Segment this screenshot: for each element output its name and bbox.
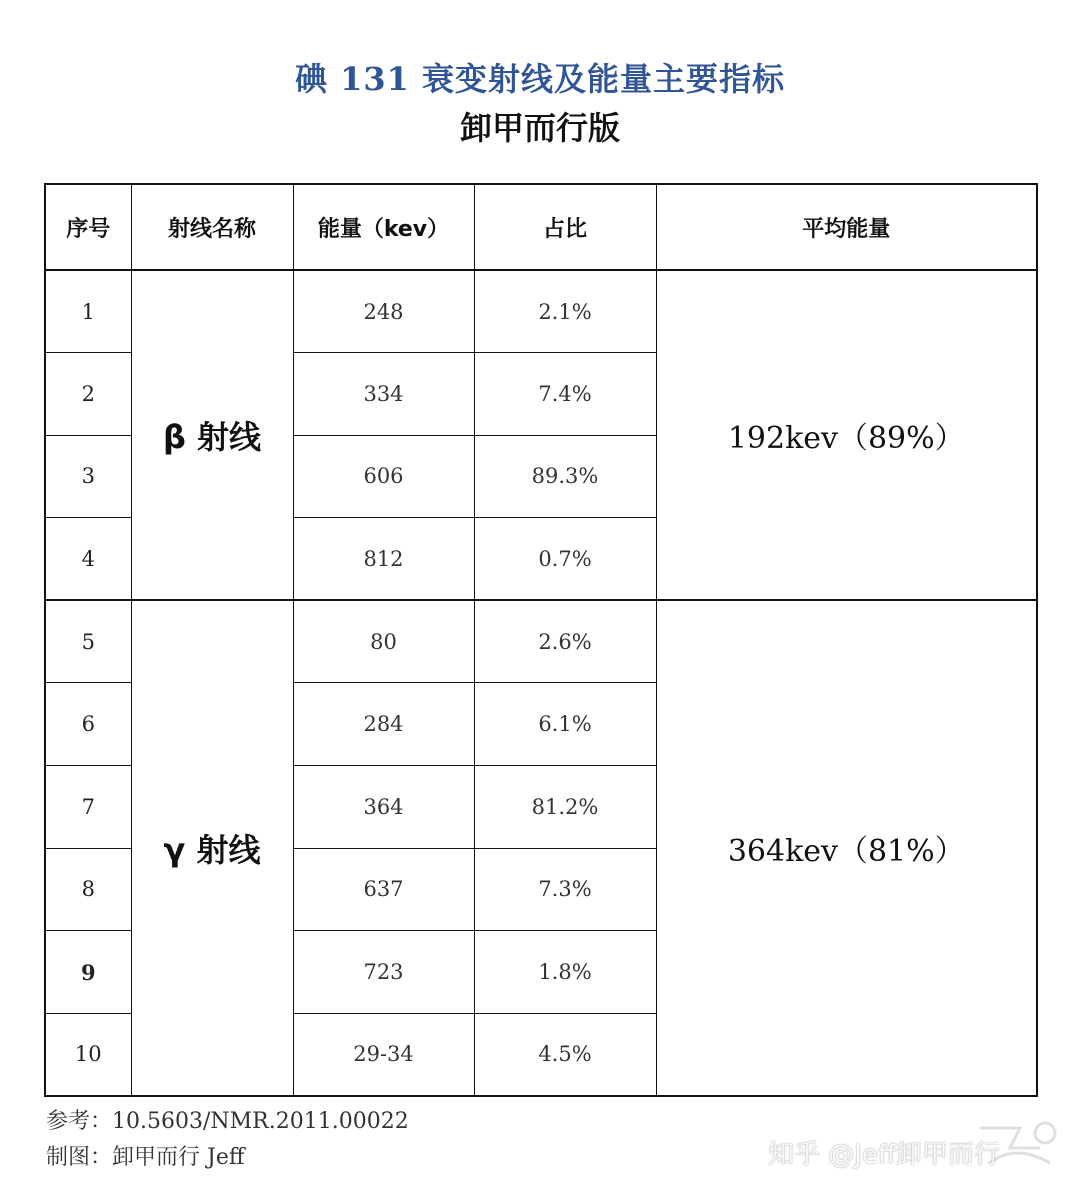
average-energy-gamma: 364kev（81%） <box>656 600 1037 1096</box>
row-index: 7 <box>45 766 131 849</box>
table-header-row <box>45 184 1037 270</box>
row-ratio: 81.2% <box>474 766 656 849</box>
row-index: 10 <box>45 1013 131 1096</box>
reference-note: 参考：10.5603/NMR.2011.00022 <box>46 1109 409 1134</box>
row-index: 8 <box>45 848 131 931</box>
row-energy: 334 <box>293 353 474 436</box>
ray-name-gamma: γ 射线 <box>131 600 293 1096</box>
page-title: 碘 131 衰变射线及能量主要指标 <box>294 60 786 98</box>
row-ratio: 7.3% <box>474 848 656 931</box>
ray-name-beta: β 射线 <box>131 270 293 600</box>
row-energy: 248 <box>293 270 474 353</box>
row-energy: 812 <box>293 518 474 601</box>
row-energy: 606 <box>293 435 474 518</box>
row-energy: 80 <box>293 600 474 683</box>
row-ratio: 2.6% <box>474 600 656 683</box>
row-ratio: 0.7% <box>474 518 656 601</box>
row-ratio: 89.3% <box>474 435 656 518</box>
page-subtitle: 卸甲而行版 <box>459 109 620 147</box>
row-ratio: 6.1% <box>474 683 656 766</box>
row-index: 4 <box>45 518 131 601</box>
row-energy: 29-34 <box>293 1013 474 1096</box>
row-energy: 284 <box>293 683 474 766</box>
header-ratio: 占比 <box>474 184 656 270</box>
row-ratio: 7.4% <box>474 353 656 436</box>
row-ratio: 4.5% <box>474 1013 656 1096</box>
row-index: 5 <box>45 600 131 683</box>
row-index: 9 <box>45 931 131 1014</box>
maker-note: 制图：卸甲而行 Jeff <box>46 1145 245 1170</box>
watermark-text: 知乎 @Jeff卸甲而行 <box>768 1140 1000 1170</box>
row-index: 1 <box>45 270 131 353</box>
row-ratio: 1.8% <box>474 931 656 1014</box>
row-ratio: 2.1% <box>474 270 656 353</box>
row-index: 6 <box>45 683 131 766</box>
table-row <box>45 270 1037 353</box>
row-index: 3 <box>45 435 131 518</box>
row-energy: 364 <box>293 766 474 849</box>
header-average-energy: 平均能量 <box>656 184 1037 270</box>
row-index: 2 <box>45 353 131 436</box>
header-ray-name: 射线名称 <box>131 184 293 270</box>
table-row <box>45 600 1037 683</box>
row-energy: 723 <box>293 931 474 1014</box>
header-index: 序号 <box>45 184 131 270</box>
average-energy-beta: 192kev（89%） <box>656 270 1037 600</box>
iodine-131-table <box>44 183 1038 1097</box>
row-energy: 637 <box>293 848 474 931</box>
header-energy: 能量（kev） <box>293 184 474 270</box>
